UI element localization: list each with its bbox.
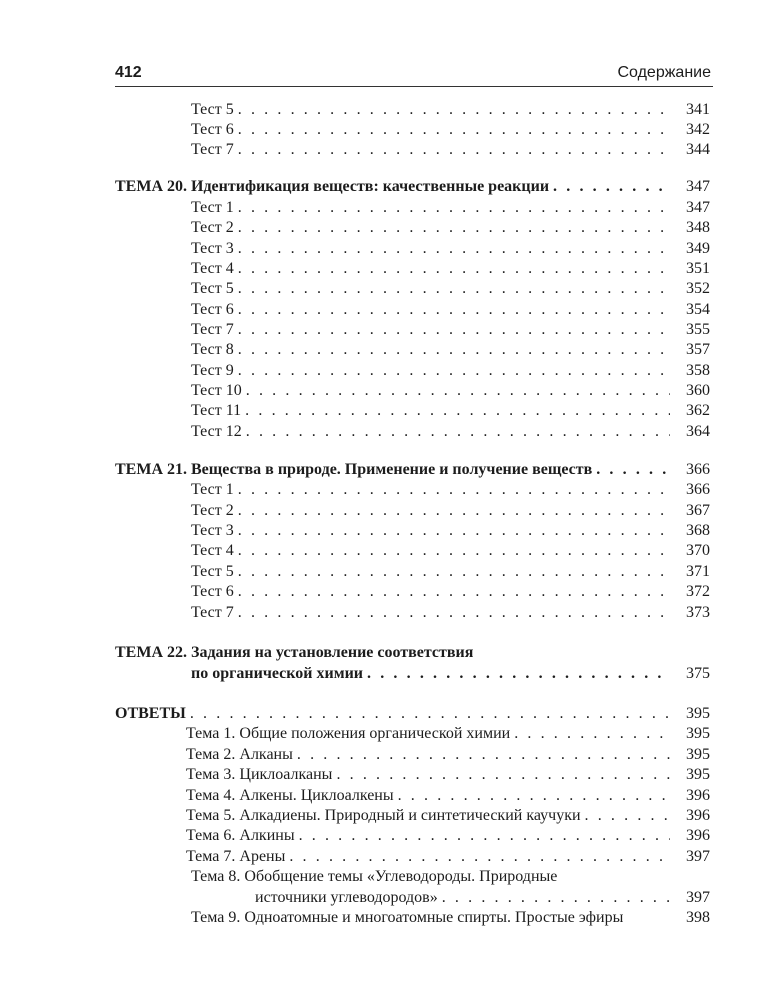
entry-page: 395	[686, 705, 710, 722]
toc-entry[interactable]	[191, 422, 710, 442]
toc-entry[interactable]	[191, 239, 710, 259]
entry-label: Тест 6	[191, 301, 234, 318]
entry-page: 395	[686, 725, 710, 742]
entry-page: 373	[686, 604, 710, 621]
toc-entry[interactable]	[186, 826, 710, 846]
entry-label: Тест 7	[191, 604, 234, 621]
entry-page: 370	[686, 542, 710, 559]
entry-label: Тест 7	[191, 141, 234, 158]
entry-label: Тест 7	[191, 321, 234, 338]
leader-dots	[238, 259, 670, 279]
entry-page: 397	[686, 889, 710, 906]
entry-label: Тест 4	[191, 260, 234, 277]
toc-entry[interactable]	[191, 279, 710, 299]
entry-label: Тест 6	[191, 121, 234, 138]
entry-page: 355	[686, 321, 710, 338]
entry-page: 366	[686, 481, 710, 498]
leader-dots	[238, 480, 670, 500]
leader-dots	[442, 888, 670, 908]
toc-entry[interactable]	[191, 120, 710, 140]
toc-entry[interactable]	[191, 218, 710, 238]
leader-dots	[238, 501, 670, 521]
entry-page: 395	[686, 766, 710, 783]
leader-dots	[238, 100, 670, 120]
entry-page: 362	[686, 402, 710, 419]
entry-page: 351	[686, 260, 710, 277]
toc-topic-heading[interactable]	[115, 177, 710, 197]
toc-entry[interactable]	[186, 786, 710, 806]
leader-dots	[297, 745, 670, 765]
entry-label: Тема 6. Алкины	[186, 827, 295, 844]
entry-label: Тест 3	[191, 240, 234, 257]
entry-label: Тест 2	[191, 219, 234, 236]
entry-page: 360	[686, 382, 710, 399]
entry-page: 372	[686, 583, 710, 600]
toc-entry[interactable]	[191, 867, 710, 887]
topic-label: ОТВЕТЫ	[115, 705, 186, 722]
toc-entry[interactable]	[191, 521, 710, 541]
leader-dots	[238, 120, 670, 140]
entry-label: Тест 5	[191, 280, 234, 297]
toc-topic-heading-cont[interactable]	[191, 664, 710, 684]
entry-page: 366	[686, 461, 710, 478]
leader-dots	[246, 381, 670, 401]
toc-entry[interactable]	[191, 300, 710, 320]
entry-label: Тест 6	[191, 583, 234, 600]
topic-label: по органической химии	[191, 665, 364, 682]
leader-dots	[289, 847, 670, 867]
entry-page: 344	[686, 141, 710, 158]
leader-dots	[336, 765, 670, 785]
toc-entry[interactable]	[191, 501, 710, 521]
entry-page: 375	[686, 665, 710, 682]
leader-dots	[238, 541, 670, 561]
toc-entry[interactable]	[191, 198, 710, 218]
entry-page: 367	[686, 502, 710, 519]
leader-dots	[585, 806, 670, 826]
entry-page: 341	[686, 101, 710, 118]
leader-dots	[238, 140, 670, 160]
entry-label: источники углеводородов»	[255, 889, 438, 906]
running-title: Содержание	[617, 64, 711, 81]
entry-page: 347	[686, 178, 710, 195]
toc-entry[interactable]	[186, 847, 710, 867]
toc-entry[interactable]	[186, 745, 710, 765]
entry-label: Тема 4. Алкены. Циклоалкены	[186, 787, 394, 804]
entry-label: Тема 5. Алкадиены. Природный и синтетический каучуки	[186, 807, 581, 824]
leader-dots	[596, 460, 670, 480]
entry-page: 396	[686, 807, 710, 824]
page-header	[115, 64, 713, 87]
leader-dots	[514, 724, 670, 744]
leader-dots	[238, 279, 670, 299]
entry-label: Тест 4	[191, 542, 234, 559]
entry-label: Тема 7. Арены	[186, 848, 286, 865]
leader-dots	[238, 603, 670, 623]
entry-label: Тест 8	[191, 341, 234, 358]
toc-entry[interactable]	[191, 401, 710, 421]
entry-label: Тест 3	[191, 522, 234, 539]
leader-dots	[367, 664, 670, 684]
toc-entry[interactable]	[191, 603, 710, 623]
leader-dots	[245, 401, 670, 421]
entry-label: Тема 3. Циклоалканы	[186, 766, 333, 783]
entry-label: Тест 5	[191, 101, 234, 118]
entry-page: 354	[686, 301, 710, 318]
entry-page: 342	[686, 121, 710, 138]
toc-entry[interactable]	[191, 259, 710, 279]
leader-dots	[238, 198, 670, 218]
entry-page: 368	[686, 522, 710, 539]
entry-label: Тест 11	[191, 402, 242, 419]
toc-entry-cont[interactable]	[255, 888, 710, 908]
entry-page: 396	[686, 787, 710, 804]
entry-label: Тема 1. Общие положения органической химии	[186, 725, 511, 742]
toc-entry[interactable]	[191, 562, 710, 582]
leader-dots	[398, 786, 670, 806]
entry-page: 371	[686, 563, 710, 580]
entry-page: 358	[686, 362, 710, 379]
leader-dots	[238, 239, 670, 259]
entry-label: Тест 1	[191, 199, 234, 216]
entry-page: 364	[686, 423, 710, 440]
entry-page: 395	[686, 746, 710, 763]
entry-page: 398	[686, 909, 710, 926]
toc-entry[interactable]	[191, 140, 710, 160]
entry-page: 349	[686, 240, 710, 257]
entry-label: Тест 5	[191, 563, 234, 580]
toc-entry[interactable]	[191, 381, 710, 401]
entry-page: 396	[686, 827, 710, 844]
leader-dots	[238, 320, 670, 340]
entry-page: 352	[686, 280, 710, 297]
topic-label: ТЕМА 21. Вещества в природе. Применение и получение веществ	[115, 461, 593, 478]
toc-entry[interactable]	[191, 340, 710, 360]
toc-topic-heading[interactable]	[115, 643, 710, 663]
leader-dots	[190, 704, 670, 724]
leader-dots	[299, 826, 670, 846]
toc-topic-heading[interactable]	[115, 460, 710, 480]
entry-label: Тест 12	[191, 423, 242, 440]
leader-dots	[238, 521, 670, 541]
entry-page: 348	[686, 219, 710, 236]
toc-entry[interactable]	[191, 320, 710, 340]
toc-entry[interactable]	[186, 724, 710, 744]
toc-entry[interactable]	[186, 806, 710, 826]
entry-label: Тема 2. Алканы	[186, 746, 293, 763]
leader-dots	[238, 218, 670, 238]
toc-entry[interactable]	[191, 582, 710, 602]
toc-entry[interactable]	[191, 908, 710, 928]
toc-entry[interactable]	[191, 361, 710, 381]
page-number: 412	[115, 64, 142, 81]
toc-entry[interactable]	[191, 480, 710, 500]
toc-entry[interactable]	[186, 765, 710, 785]
leader-dots	[238, 340, 670, 360]
leader-dots	[246, 422, 670, 442]
leader-dots	[238, 300, 670, 320]
entry-label: Тест 9	[191, 362, 234, 379]
toc-entry[interactable]	[191, 100, 710, 120]
entry-label: Тест 1	[191, 481, 234, 498]
entry-page: 347	[686, 199, 710, 216]
entry-label: Тест 10	[191, 382, 242, 399]
toc-entry[interactable]	[191, 541, 710, 561]
entry-label: Тест 2	[191, 502, 234, 519]
leader-dots	[238, 582, 670, 602]
leader-dots	[553, 177, 670, 197]
topic-label: ТЕМА 20. Идентификация веществ: качественные реакции	[115, 178, 550, 195]
entry-label: Тема 9. Одноатомные и многоатомные спирты. Простые эфиры	[191, 909, 624, 926]
leader-dots	[238, 562, 670, 582]
entry-page: 397	[686, 848, 710, 865]
toc-answers-heading[interactable]	[115, 704, 710, 724]
topic-label: ТЕМА 22. Задания на установление соответствия	[115, 644, 474, 661]
entry-page: 357	[686, 341, 710, 358]
entry-label: Тема 8. Обобщение темы «Углеводороды. Природные	[191, 868, 558, 885]
leader-dots	[238, 361, 670, 381]
